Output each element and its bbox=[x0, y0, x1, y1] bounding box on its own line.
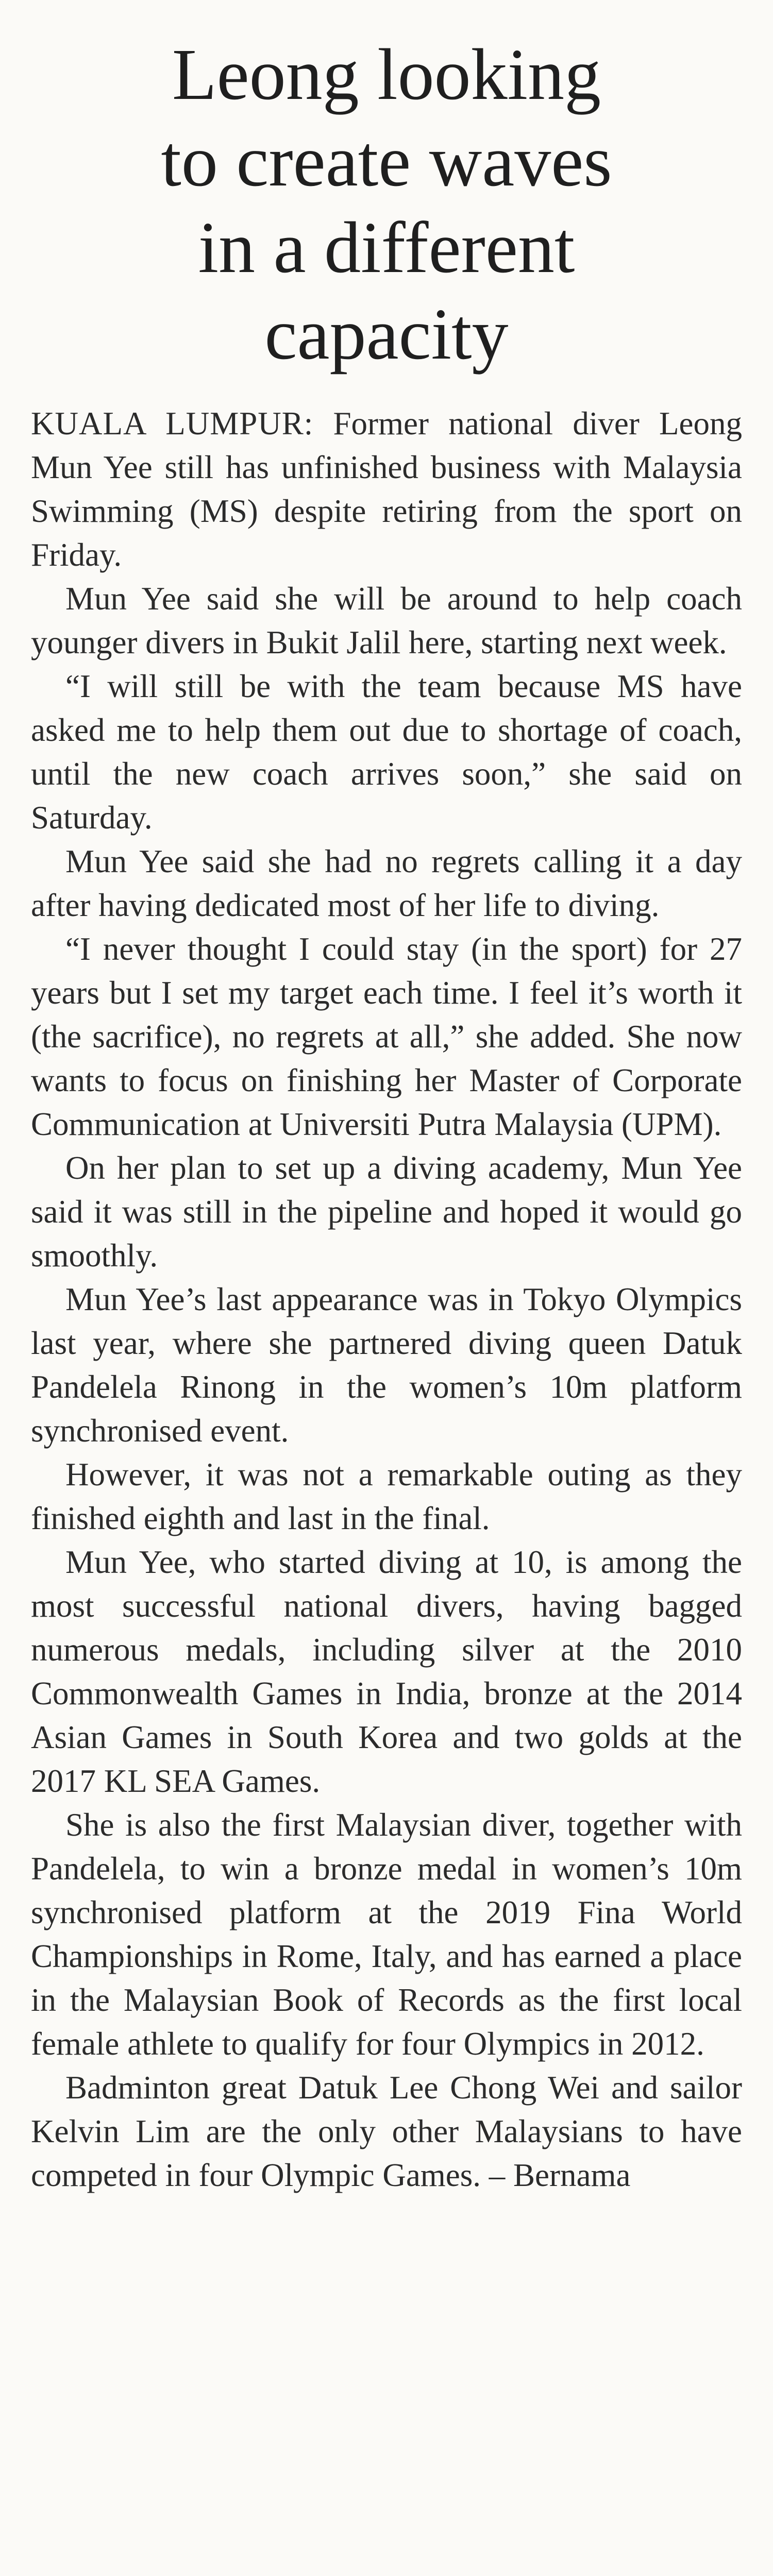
paragraph: Mun Yee said she had no regrets calling it a day after having dedicated most of her life to diving. bbox=[31, 843, 742, 923]
paragraph: On her plan to set up a diving academy, Mun Yee said it was still in the pipeline and hoped it would go smoothly. bbox=[31, 1150, 742, 1274]
article-body bbox=[31, 402, 742, 2197]
paragraph-text: Former national diver Leong Mun Yee still has unfinished business with Malaysia Swimming (MS) despite retiring from the sport on Friday. bbox=[31, 405, 742, 573]
paragraph: However, it was not a remarkable outing as they finished eighth and last in the final. bbox=[31, 1456, 742, 1536]
paragraph: “I will still be with the team because MS have asked me to help them out due to shortage of coach, until the new coach arrives soon,” she said on Saturday. bbox=[31, 668, 742, 836]
paragraph: “I never thought I could stay (in the sport) for 27 years but I set my target each time. I feel it’s worth it (the sacrifice), no regrets at all,” she added. She now wants to focus on finishing her Master of Corporate Communication at Universiti Putra Malaysia (UPM). bbox=[31, 931, 742, 1142]
paragraph bbox=[31, 402, 742, 577]
headline bbox=[21, 31, 752, 392]
paragraph: Mun Yee’s last appearance was in Tokyo Olympics last year, where she partnered diving queen Datuk Pandelela Rinong in the women’s 10m platform synchronised event. bbox=[31, 1281, 742, 1449]
paragraph: She is also the first Malaysian diver, together with Pandelela, to win a bronze medal in women’s 10m synchronised platform at the 2019 Fina World Championships in Rome, Italy, and has earned a place in the Malaysian Book of Records as the first local female athlete to qualify for four Olympics in 2012. bbox=[31, 1807, 742, 2062]
paragraph: Badminton great Datuk Lee Chong Wei and sailor Kelvin Lim are the only other Malaysians to have competed in four Olympic Games. – Bernama bbox=[31, 2070, 742, 2193]
headline-line: to create waves bbox=[161, 120, 612, 201]
paragraph: Mun Yee said she will be around to help coach younger divers in Bukit Jalil here, starting next week. bbox=[31, 581, 742, 660]
dateline: KUALA LUMPUR: bbox=[31, 405, 314, 442]
headline-line: Leong looking bbox=[172, 33, 601, 115]
headline-line: capacity bbox=[264, 293, 509, 375]
headline-line: in a different bbox=[198, 207, 575, 288]
paragraph: Mun Yee, who started diving at 10, is among the most successful national divers, having bagged numerous medals, including silver at the 2010 Commonwealth Games in India, bronze at the 2014 Asian Games in South Korea and two golds at the 2017 KL SEA Games. bbox=[31, 1544, 742, 1799]
